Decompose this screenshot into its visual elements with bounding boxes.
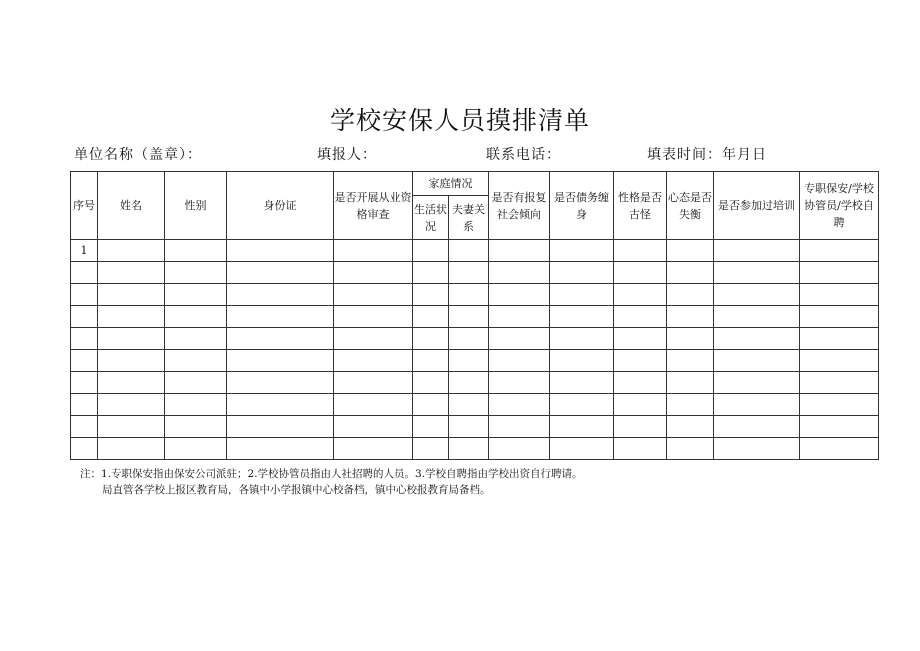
table-row [71, 240, 879, 262]
table-cell[interactable] [550, 306, 614, 328]
table-cell[interactable] [550, 328, 614, 350]
table-cell[interactable] [614, 306, 667, 328]
table-cell[interactable] [334, 240, 413, 262]
header-name: 姓名 [98, 172, 165, 240]
table-cell[interactable] [550, 262, 614, 284]
table-cell[interactable] [614, 328, 667, 350]
table-cell[interactable] [667, 306, 714, 328]
table-row [71, 416, 879, 438]
table-cell[interactable] [489, 438, 550, 460]
table-cell[interactable] [227, 394, 334, 416]
table-cell[interactable] [227, 284, 334, 306]
table-cell[interactable] [98, 416, 165, 438]
header-gender: 性别 [165, 172, 227, 240]
table-cell[interactable] [614, 350, 667, 372]
table-cell[interactable] [413, 394, 449, 416]
header-seq: 序号 [71, 172, 98, 240]
table-cell[interactable] [334, 350, 413, 372]
table-row [71, 328, 879, 350]
table-cell[interactable] [227, 328, 334, 350]
seq-cell[interactable] [71, 416, 98, 438]
table-cell[interactable] [98, 328, 165, 350]
table-cell[interactable] [165, 372, 227, 394]
table-cell[interactable] [98, 240, 165, 262]
filler-label: 填报人： [317, 147, 377, 163]
seq-cell[interactable] [71, 328, 98, 350]
seq-cell[interactable] [71, 262, 98, 284]
table-cell[interactable] [449, 372, 489, 394]
table-cell[interactable] [489, 328, 550, 350]
table-cell[interactable] [449, 350, 489, 372]
table-cell[interactable] [667, 284, 714, 306]
page-title: 学校安保人员摸排清单 [329, 106, 590, 135]
table-cell[interactable] [714, 240, 800, 262]
table-cell[interactable] [800, 372, 879, 394]
table-row [71, 306, 879, 328]
seq-cell[interactable] [71, 438, 98, 460]
header-training: 是否参加过培训 [714, 172, 800, 240]
table-cell[interactable] [413, 262, 449, 284]
header-qualification-review: 是否开展从业资格审查 [334, 172, 413, 240]
table-cell[interactable] [449, 328, 489, 350]
table-cell[interactable] [800, 438, 879, 460]
table-cell[interactable] [489, 394, 550, 416]
survey-table [70, 171, 879, 460]
table-cell[interactable] [449, 284, 489, 306]
table-cell[interactable] [714, 372, 800, 394]
table-cell[interactable] [413, 328, 449, 350]
table-row [71, 438, 879, 460]
table-cell[interactable] [614, 416, 667, 438]
table-cell[interactable] [227, 438, 334, 460]
table-cell[interactable] [449, 306, 489, 328]
table-cell[interactable] [227, 306, 334, 328]
table-cell[interactable] [165, 394, 227, 416]
note-line-2: 局直管各学校上报区教育局，各镇中小学报镇中心校备档，镇中心校报教育局备档。 [102, 484, 491, 496]
table-cell[interactable] [714, 262, 800, 284]
table-row [71, 262, 879, 284]
table-row [71, 394, 879, 416]
table-cell[interactable] [489, 262, 550, 284]
table-cell[interactable] [413, 416, 449, 438]
table-cell[interactable] [667, 240, 714, 262]
table-cell[interactable] [550, 284, 614, 306]
table-cell[interactable] [800, 306, 879, 328]
table-cell[interactable] [165, 240, 227, 262]
header-marriage: 夫妻关系 [449, 196, 489, 240]
table-cell[interactable] [334, 328, 413, 350]
table-cell[interactable] [165, 262, 227, 284]
table-cell[interactable] [714, 350, 800, 372]
table-cell[interactable] [714, 328, 800, 350]
table-cell[interactable] [800, 416, 879, 438]
table-row [71, 284, 879, 306]
table-cell[interactable] [334, 306, 413, 328]
table-cell[interactable] [413, 350, 449, 372]
table-cell[interactable] [489, 284, 550, 306]
unit-name-label: 单位名称（盖章）： [74, 147, 202, 163]
table-cell[interactable] [227, 372, 334, 394]
phone-label: 联系电话： [486, 147, 561, 163]
table-cell[interactable] [714, 284, 800, 306]
seq-cell[interactable] [71, 372, 98, 394]
table-cell[interactable] [667, 416, 714, 438]
table-cell[interactable] [550, 394, 614, 416]
table-cell[interactable] [614, 284, 667, 306]
table-cell[interactable] [413, 240, 449, 262]
table-cell[interactable] [227, 240, 334, 262]
table-cell[interactable] [98, 350, 165, 372]
table-cell[interactable] [800, 394, 879, 416]
table-row [71, 350, 879, 372]
note-line-1: 注：1.专职保安指由保安公司派驻；2.学校协管员指由人社招聘的人员。3.学校自聘指由学校出资自行聘请。 [80, 468, 583, 480]
table-cell[interactable] [227, 262, 334, 284]
table-cell[interactable] [614, 438, 667, 460]
table-cell[interactable] [550, 240, 614, 262]
table-cell[interactable] [227, 416, 334, 438]
seq-cell[interactable] [71, 284, 98, 306]
table-cell[interactable] [413, 306, 449, 328]
table-cell[interactable] [800, 284, 879, 306]
table-cell[interactable] [98, 262, 165, 284]
table-cell[interactable] [489, 240, 550, 262]
table-cell[interactable] [489, 350, 550, 372]
table-cell[interactable] [449, 262, 489, 284]
header-character: 性格是否古怪 [614, 172, 667, 240]
table-cell[interactable] [614, 240, 667, 262]
table-cell[interactable] [800, 262, 879, 284]
table-cell[interactable] [449, 240, 489, 262]
seq-cell[interactable]: 1 [71, 240, 98, 262]
table-cell[interactable] [667, 328, 714, 350]
table-cell[interactable] [714, 438, 800, 460]
table-cell[interactable] [550, 438, 614, 460]
table-cell[interactable] [334, 438, 413, 460]
table-cell[interactable] [714, 306, 800, 328]
table-cell[interactable] [667, 350, 714, 372]
table-cell[interactable] [550, 350, 614, 372]
table-cell[interactable] [334, 284, 413, 306]
header-staff-type: 专职保安/学校协管员/学校自聘 [800, 172, 879, 240]
table-cell[interactable] [550, 372, 614, 394]
table-cell[interactable] [800, 240, 879, 262]
seq-cell[interactable] [71, 306, 98, 328]
table-cell[interactable] [714, 416, 800, 438]
table-cell[interactable] [98, 284, 165, 306]
table-cell[interactable] [334, 372, 413, 394]
table-cell[interactable] [489, 416, 550, 438]
table-cell[interactable] [165, 438, 227, 460]
header-social-revenge: 是否有报复社会倾向 [489, 172, 550, 240]
table-cell[interactable] [489, 306, 550, 328]
table-cell[interactable] [667, 438, 714, 460]
table-cell[interactable] [413, 284, 449, 306]
header-mental-state: 心态是否失衡 [667, 172, 714, 240]
date-label: 填表时间：年月日 [647, 147, 767, 163]
table-cell[interactable] [98, 438, 165, 460]
table-cell[interactable] [413, 438, 449, 460]
header-family-situation: 家庭情况 [413, 172, 489, 196]
table-cell[interactable] [334, 416, 413, 438]
table-cell[interactable] [449, 416, 489, 438]
table-cell[interactable] [334, 262, 413, 284]
notes [80, 466, 583, 498]
table-cell[interactable] [550, 416, 614, 438]
table-cell[interactable] [614, 394, 667, 416]
table-cell[interactable] [165, 328, 227, 350]
table-cell[interactable] [614, 372, 667, 394]
header-id-card: 身份证 [227, 172, 334, 240]
table-cell[interactable] [449, 438, 489, 460]
header-life-status: 生活状况 [413, 196, 449, 240]
table-cell[interactable] [800, 350, 879, 372]
table-cell[interactable] [614, 262, 667, 284]
table-cell[interactable] [98, 372, 165, 394]
table-cell[interactable] [714, 394, 800, 416]
table-cell[interactable] [667, 372, 714, 394]
table-cell[interactable] [165, 306, 227, 328]
table-cell[interactable] [449, 394, 489, 416]
table-cell[interactable] [334, 394, 413, 416]
table-cell[interactable] [98, 306, 165, 328]
table-row [71, 372, 879, 394]
table-cell[interactable] [800, 328, 879, 350]
table-cell[interactable] [165, 284, 227, 306]
table-cell[interactable] [165, 416, 227, 438]
table-cell[interactable] [98, 394, 165, 416]
table-cell[interactable] [165, 350, 227, 372]
seq-cell[interactable] [71, 350, 98, 372]
table-cell[interactable] [667, 262, 714, 284]
table-cell[interactable] [227, 350, 334, 372]
seq-cell[interactable] [71, 394, 98, 416]
table-cell[interactable] [413, 372, 449, 394]
table-cell[interactable] [489, 372, 550, 394]
table-cell[interactable] [667, 394, 714, 416]
header-debt: 是否债务缠身 [550, 172, 614, 240]
